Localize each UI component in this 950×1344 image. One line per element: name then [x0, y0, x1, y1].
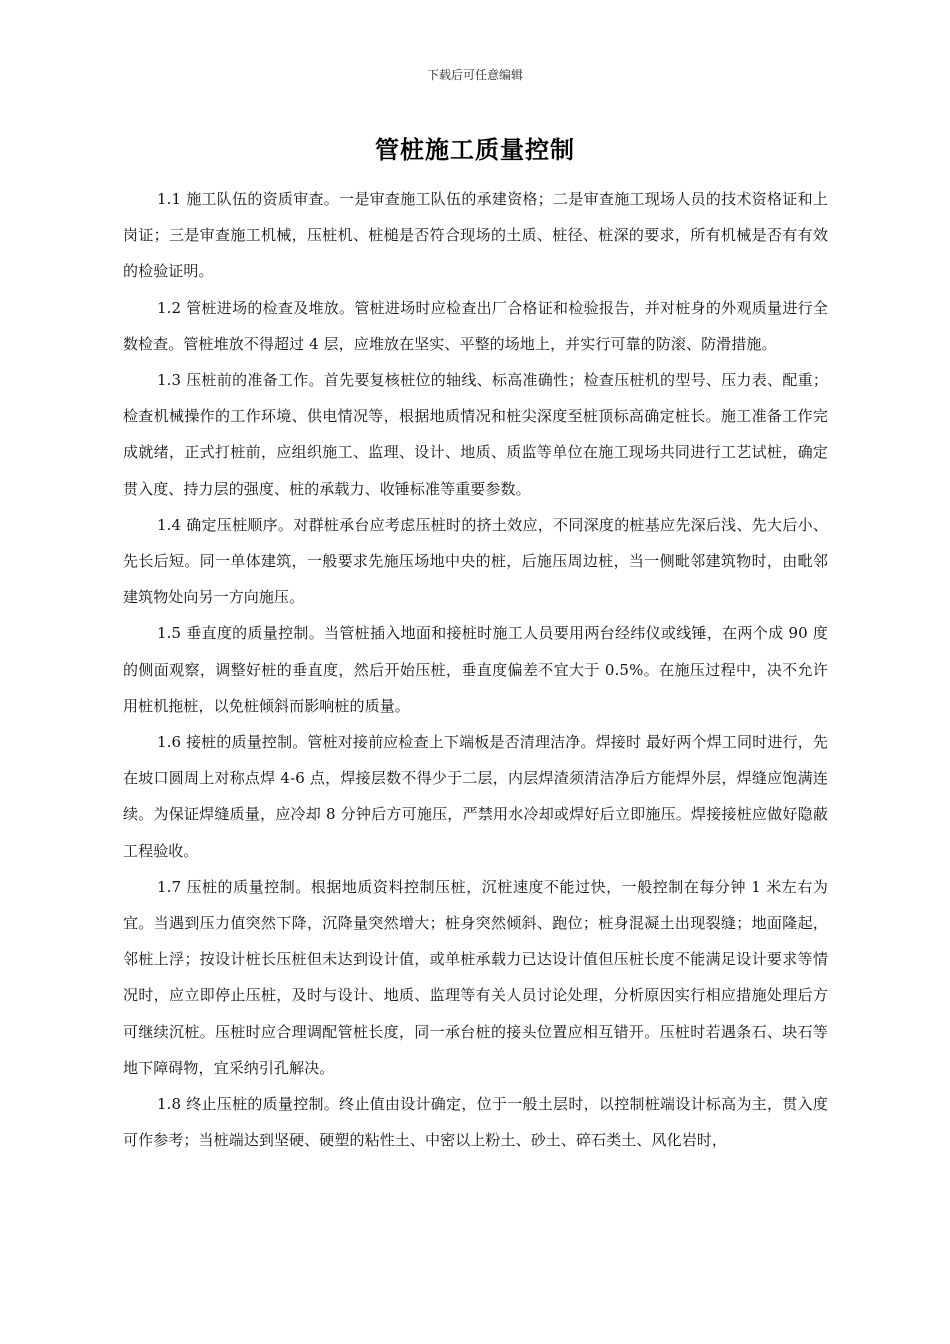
paragraph-1-1: 1.1 施工队伍的资质审查。一是审查施工队伍的承建资格；二是审查施工现场人员的技术资格证和上岗证；三是审查施工机械，压桩机、桩槌是否符合现场的土质、桩径、桩深的要求，所有机械是否有有效的检验证明。: [123, 190, 828, 281]
paragraph-1-3: 1.3 压桩前的准备工作。首先要复核桩位的轴线、标高准确性；检查压桩机的型号、压力表、配重；检查机械操作的工作环境、供电情况等，根据地质情况和桩尖深度至桩顶标高确定桩长。施工准备工作完成就绪，正式打桩前，应组织施工、监理、设计、地质、质监等单位在施工现场共同进行工艺试桩，确定贯入度、持力层的强度、桩的承载力、收锤标准等重要参数。: [123, 371, 828, 498]
paragraph-1-7: 1.7 压桩的质量控制。根据地质资料控制压桩，沉桩速度不能过快，一般控制在每分钟 1 米左右为宜。当遇到压力值突然下降，沉降量突然增大；桩身突然倾斜、跑位；桩身混凝土出现裂缝；地面隆起，邻桩上浮；按设计桩长压桩但未达到设计值，或单桩承载力已达设计值但压桩长度不能满足设计要求等情况时，应立即停止压桩，及时与设计、地质、监理等有关人员讨论处理，分析原因实行相应措施处理后方可继续沉桩。压桩时应合理调配管桩长度，同一承台桩的接头位置应相互错开。压桩时若遇条石、块石等地下障碍物，宜采纳引孔解决。: [123, 877, 828, 1077]
paragraph-1-4: 1.4 确定压桩顺序。对群桩承台应考虑压桩时的挤土效应，不同深度的桩基应先深后浅、先大后小、先长后短。同一单体建筑，一般要求先施压场地中央的桩，后施压周边桩，当一侧毗邻建筑物时，由毗邻建筑物处向另一方向施压。: [123, 515, 828, 607]
paragraph-1-5: 1.5 垂直度的质量控制。当管桩插入地面和接桩时施工人员要用两台经纬仪或线锤，在两个成 90 度的侧面观察，调整好桩的垂直度，然后开始压桩，垂直度偏差不宜大于 0.5%。在施压过程中，决不允许用桩机拖桩，以免桩倾斜而影响桩的质量。: [123, 624, 828, 715]
header-note: 下载后可任意编辑: [426, 68, 523, 82]
paragraph-1-2: 1.2 管桩进场的检查及堆放。管桩进场时应检查出厂合格证和检验报告，并对桩身的外观质量进行全数检查。管桩堆放不得超过 4 层，应堆放在坚实、平整的场地上，并实行可靠的防滚、防滑措施。: [123, 298, 828, 353]
paragraph-1-8: 1.8 终止压桩的质量控制。终止值由设计确定，位于一般土层时，以控制桩端设计标高为主，贯入度可作参考；当桩端达到坚硬、硬塑的粘性土、中密以上粉土、砂土、碎石类土、风化岩时，: [123, 1095, 828, 1150]
paragraph-1-6: 1.6 接桩的质量控制。管桩对接前应检查上下端板是否清理洁净。焊接时 最好两个焊工同时进行，先在坡口圆周上对称点焊 4-6 点，焊接层数不得少于二层，内层焊渣须清洁净后方能焊外层，焊缝应饱满连续。为保证焊缝质量，应冷却 8 分钟后方可施压，严禁用水冷却或焊好后立即施压。焊接接桩应做好隐蔽工程验收。: [123, 733, 828, 860]
document-title: 管桩施工质量控制: [375, 136, 575, 164]
document-body: [123, 181, 828, 1158]
